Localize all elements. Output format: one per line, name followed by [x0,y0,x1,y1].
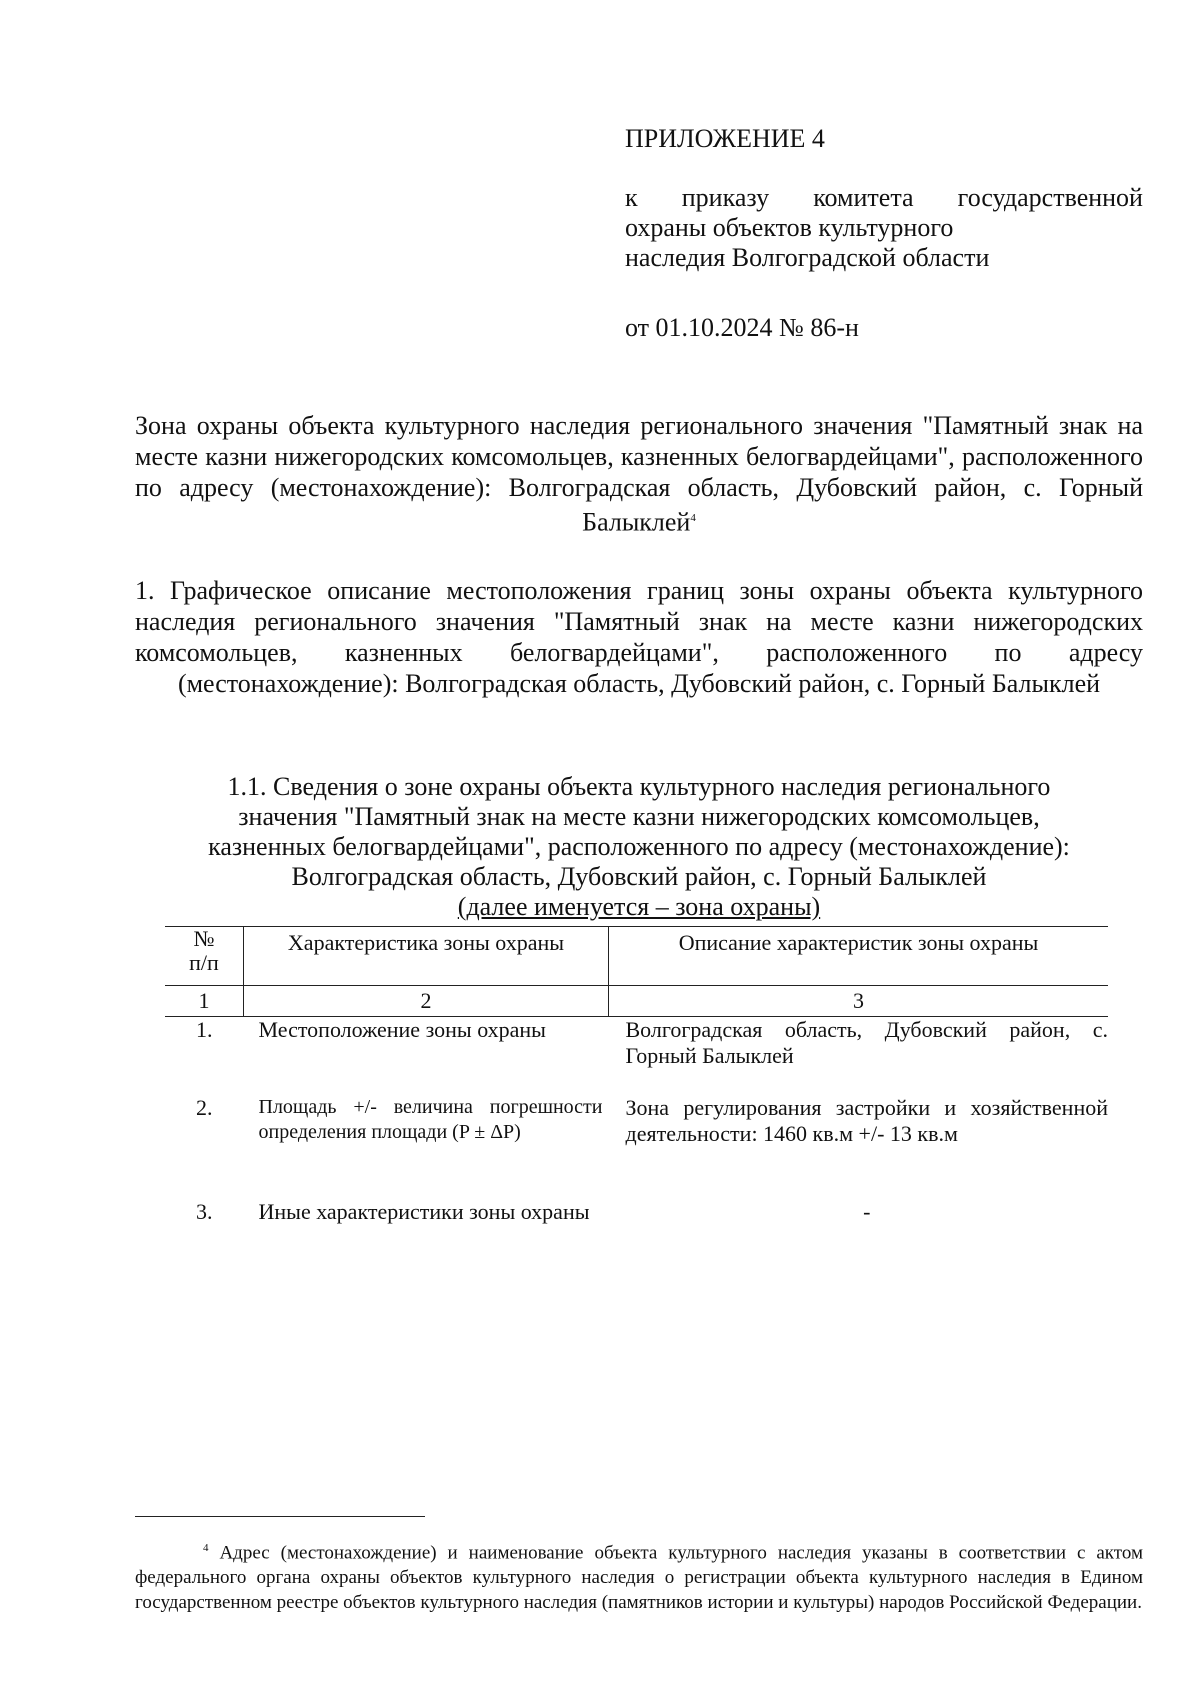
order-date: от 01.10.2024 № 86-н [625,313,859,342]
section-1-1-line: казненных белогвардейцами", расположенного по адресу (местонахождение): [208,832,1070,861]
row-characteristic: Иные характеристики зоны охраны [258,1199,590,1224]
section-1-1-line: Волгоградская область, Дубовский район, с. Горный Балыклей [291,862,987,891]
column-number: 2 [244,986,609,1017]
order-reference-line3: наследия Волгоградской области [625,243,990,272]
annex-title: ПРИЛОЖЕНИЕ 4 [625,124,825,153]
order-word: комитета [813,183,914,212]
row-characteristic [244,1095,609,1199]
header-number [165,927,244,986]
section-1-1-heading [150,772,1128,922]
section-1-1-line: значения "Памятный знак на месте казни нижегородских комсомольцев, [238,802,1040,831]
footnote-separator [135,1516,425,1517]
row-number: 2. [196,1095,213,1120]
row-number: 1. [165,1017,244,1096]
table-row [165,1095,1108,1199]
row-description: Волгоградская область, Дубовский район, с. Горный Балыклей [609,1017,1109,1096]
row-characteristic-text: Площадь +/- величина погрешности определения площади [258,1096,603,1143]
header-number-abbr: п/п [189,950,219,975]
footnote-mark[interactable]: 4 [690,512,696,524]
table-row [165,1017,1108,1096]
section-1-heading: 1. Графическое описание местоположения границ зоны охраны объекта культурного наследия регионального значения "Памятный знак на месте казни нижегородских комсомольцев, казненных белогвардейцами", расположенного по адресу (местонахождение): Волгоградская область, Дубовский район, с. Горный Балыклей [135,576,1143,698]
zone-title-text: Зона охраны объекта культурного наследия регионального значения "Памятный знак на месте казни нижегородских комсомольцев, казненных белогвардейцами", расположенного по адресу (местонахождение): Волгоградская область, Дубовский район, с. Горный Балыклей [135,411,1143,537]
zone-info-table [165,926,1108,1259]
table-row [165,1199,1108,1259]
order-reference-line1 [625,183,1143,213]
table-header-row [165,927,1108,986]
header-characteristic: Характеристика зоны охраны [244,927,609,986]
header-number-sign: № [193,926,215,951]
footnote [135,1536,1143,1615]
order-reference [625,183,1143,273]
column-number-row [165,986,1108,1017]
footnote-mark: 4 [203,1542,209,1554]
order-word: к [625,183,638,212]
section-1-1-note: (далее именуется – зона охраны) [457,892,821,921]
section-1-1-line: 1.1. Сведения о зоне охраны объекта культурного наследия регионального [227,772,1051,801]
area-formula: (P ± ΔP) [452,1121,521,1143]
order-word: государственной [957,183,1143,212]
zone-title [135,410,1143,538]
column-number: 1 [165,986,244,1017]
order-reference-line2: охраны объектов культурного [625,213,954,242]
row-description: Зона регулирования застройки и хозяйственной деятельности: 1460 кв.м +/- 13 кв.м [625,1095,1108,1146]
row-number: 3. [196,1199,213,1224]
column-number: 3 [609,986,1109,1017]
order-word: приказу [681,183,770,212]
row-characteristic: Местоположение зоны охраны [244,1017,609,1096]
row-description: - [863,1199,871,1224]
header-description: Описание характеристик зоны охраны [609,927,1109,986]
footnote-text: Адрес (местонахождение) и наименование объекта культурного наследия указаны в соответствии с актом федерального органа охраны объектов культурного наследия о регистрации объекта культурного наследия в Едином государственном реестре объектов культурного наследия (памятников истории и культуры) народов Российской Федерации. [135,1542,1143,1614]
